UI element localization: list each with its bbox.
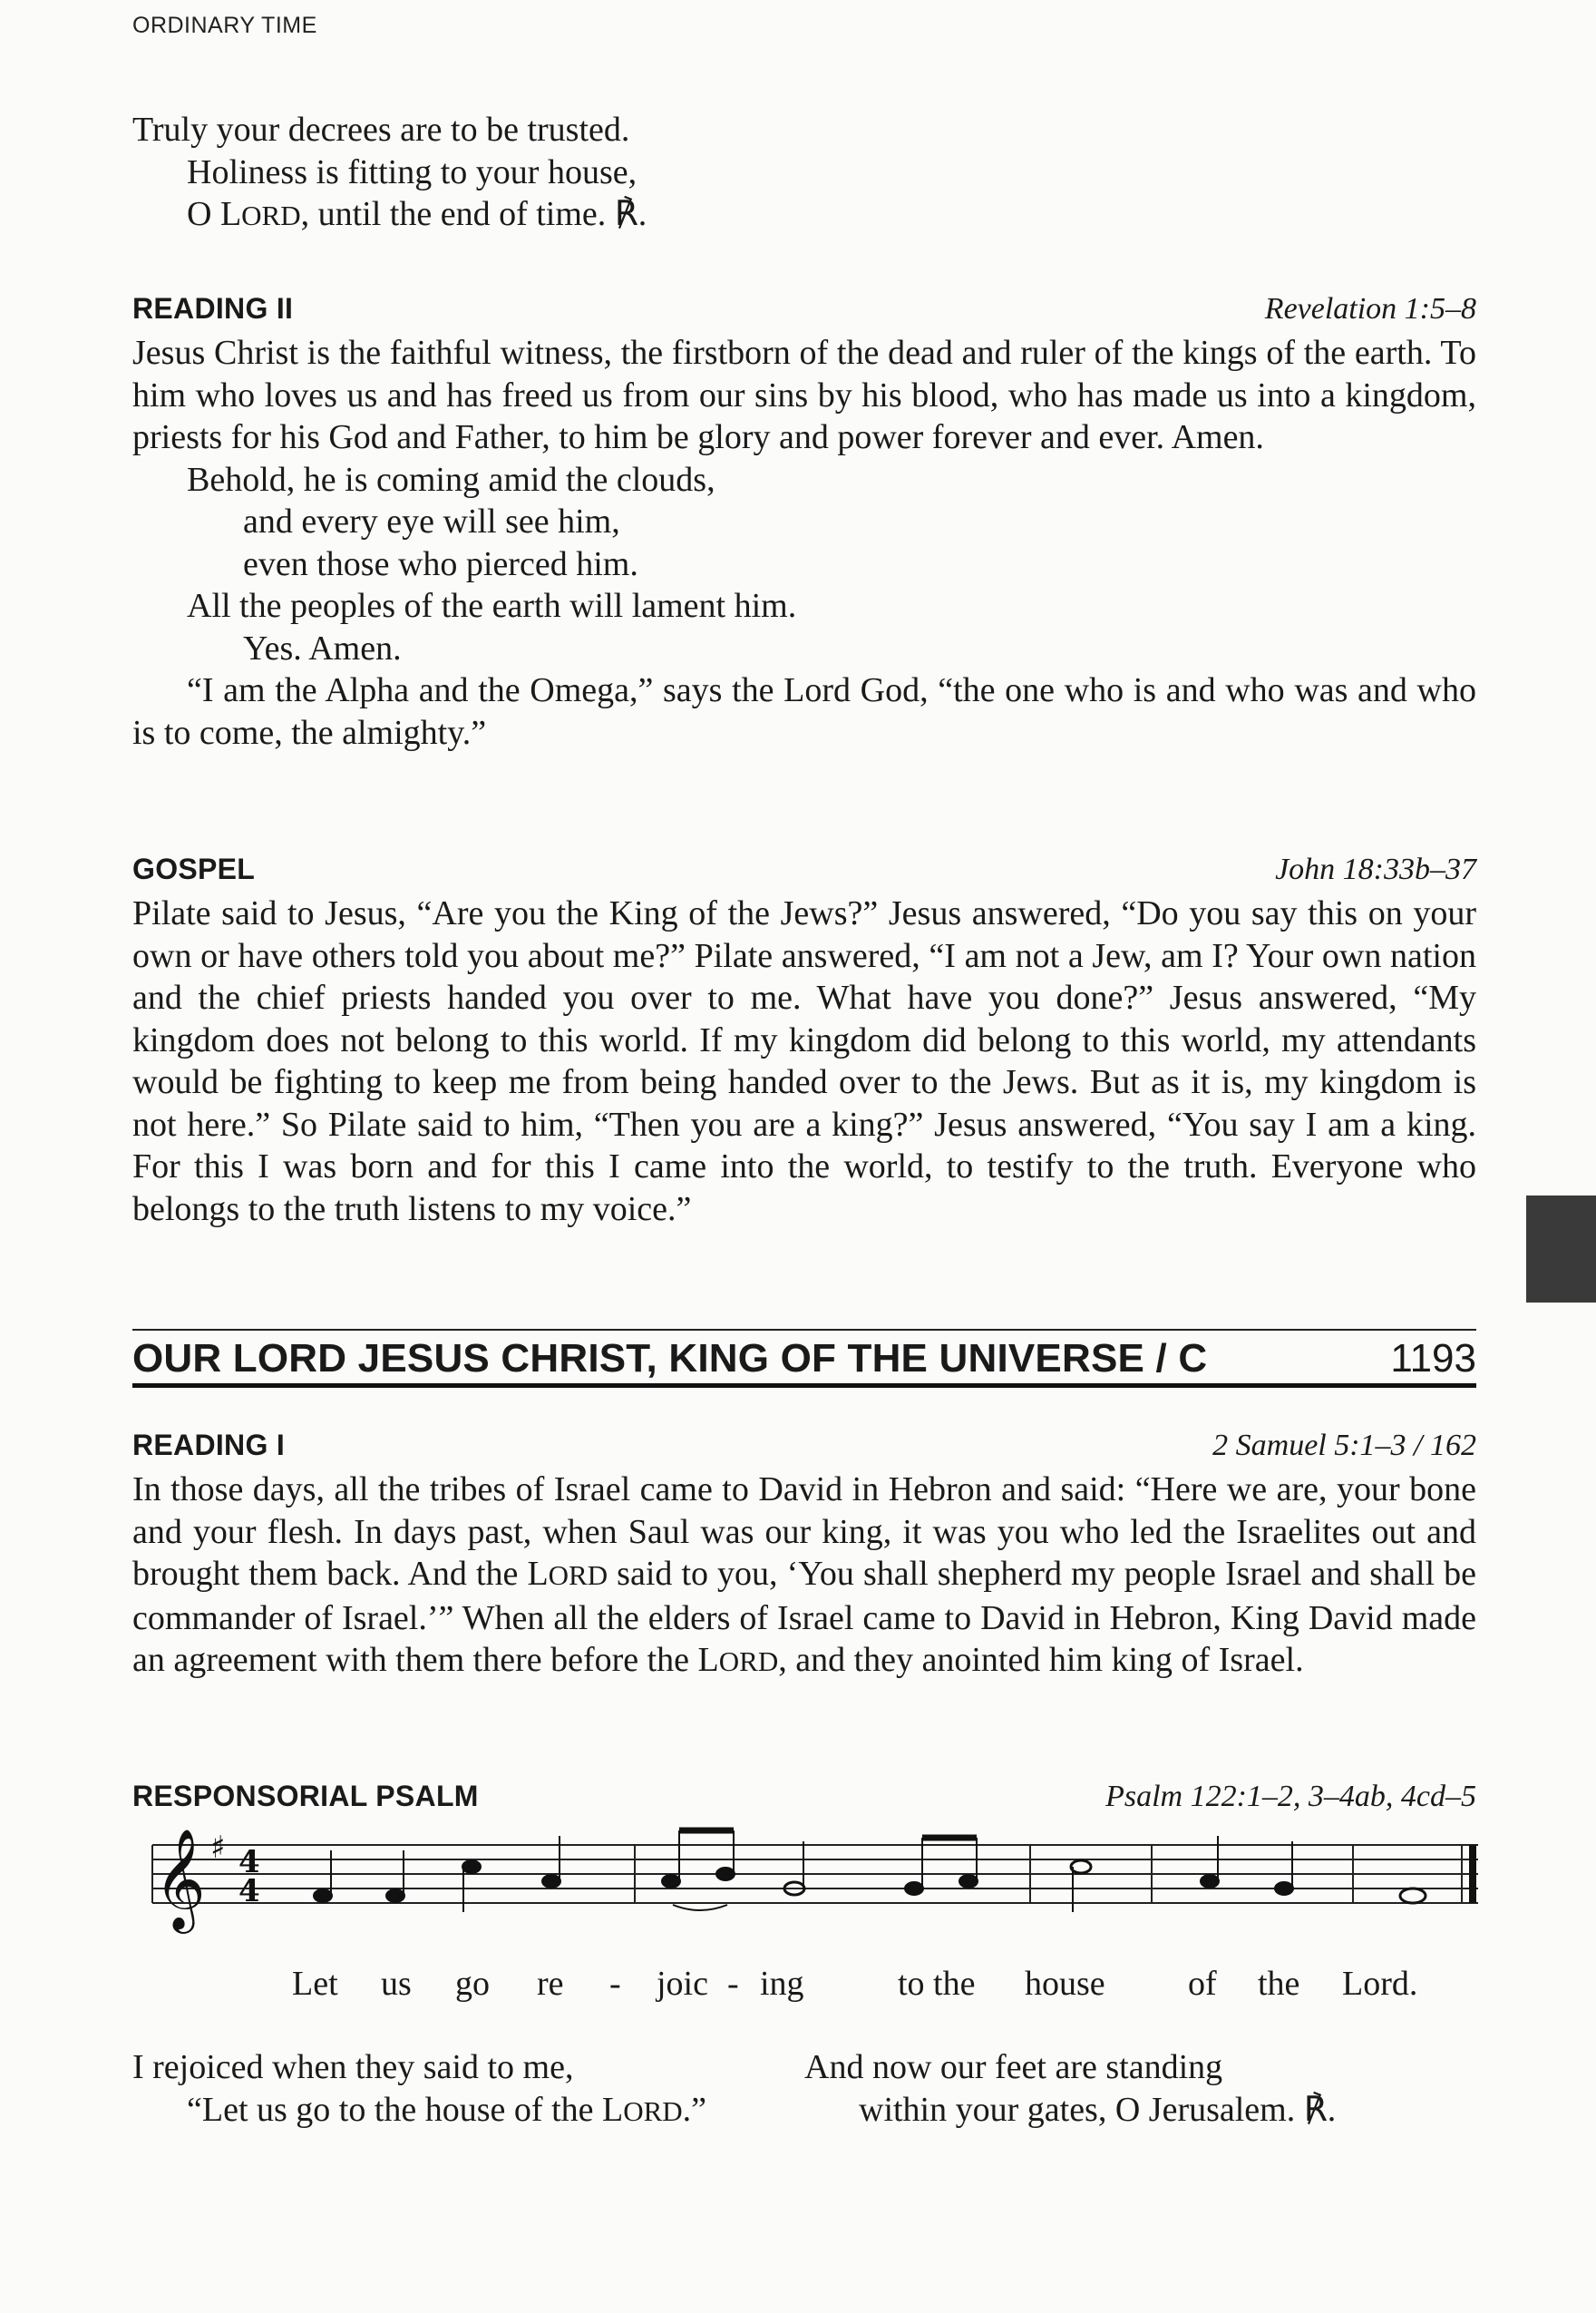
reading-1-text: In those days, all the tribes of Israel came to David in Hebron and said: “Here we are, your bone and your flesh. In days past, when Saul was our king, it was you who led the Israelites out and brought them back. And the LORD said to you, ‘You shall shepherd my people Israel and shall be commander of Israel.’” When all the elders of Israel came to David in Hebron, King David made an agreement with them there before the LORD, and they anointed him king of Israel. xyxy=(132,1470,1476,1679)
lyric: house xyxy=(1025,1965,1105,2003)
reading-2-citation: Revelation 1:5–8 xyxy=(1264,292,1476,326)
gospel-heading: GOSPEL xyxy=(132,853,256,885)
psalm-heading: RESPONSORIAL PSALM xyxy=(132,1780,479,1812)
note xyxy=(1400,1888,1426,1903)
reading-2-paragraph-1: Jesus Christ is the faithful witness, the firstborn of the dead and ruler of the kings of the earth. To him who loves us and has freed us from our sins by his blood, who has made us into a kingdom, priests for his God and Father, to him be glory and power forever and ever. Amen. xyxy=(132,334,1476,456)
lyric: go xyxy=(455,1965,490,2003)
lyric: re xyxy=(537,1965,564,2003)
reading-1-citation: 2 Samuel 5:1–3 / 162 xyxy=(1212,1429,1476,1462)
psalm-citation: Psalm 122:1–2, 3–4ab, 4cd–5 xyxy=(1105,1780,1476,1813)
reading-2-verse-4: All the peoples of the earth will lament him. xyxy=(187,587,797,625)
psalm-verses xyxy=(132,2046,1476,2132)
note xyxy=(716,1868,735,1880)
time-signature-top: 4 xyxy=(238,1844,260,1880)
lyric: Let xyxy=(292,1965,338,2003)
note xyxy=(1071,1860,1091,1873)
note xyxy=(959,1875,978,1888)
note xyxy=(1201,1875,1219,1888)
feast-title: OUR LORD JESUS CHRIST, KING OF THE UNIVERSE / C xyxy=(132,1336,1208,1381)
lyric: to the xyxy=(898,1965,976,2003)
note xyxy=(462,1860,481,1873)
lyric: joic xyxy=(657,1965,708,2003)
lyric: - xyxy=(727,1965,739,2003)
note xyxy=(905,1882,923,1895)
reading-2-verse-1: Behold, he is coming amid the clouds, xyxy=(187,460,715,499)
reading-2-verse-2: and every eye will see him, xyxy=(243,503,620,541)
psalm-ending-line-1: Truly your decrees are to be trusted. xyxy=(132,111,630,149)
gospel-text: Pilate said to Jesus, “Are you the King of the Jews?” Jesus answered, “Do you say this on your own or have others told you about me?” Pilate answered, “I am not a Jew, am I? Your own nation and the chief priests handed you over to me. What have you done?” Jesus answered, “My kingdom does not belong to this world. If my kingdom did belong to this world, my attendants would be fighting to keep me from being handed over to the Jews. But as it is, my kingdom is not here.” So Pilate said to him, “Then you are a king?” Jesus answered, “You say I am a king. For this I was born and for this I came into the world, to testify to the truth. Everyone who belongs to the truth listens to my voice.” xyxy=(132,894,1476,1228)
reading-1-heading: READING I xyxy=(132,1429,286,1461)
psalm-verse-line: And now our feet are standing xyxy=(804,2048,1223,2086)
psalm-verse-right xyxy=(804,2046,1476,2132)
time-signature-bottom: 4 xyxy=(238,1873,260,1909)
running-head: ORDINARY TIME xyxy=(132,13,317,38)
lyric: Lord. xyxy=(1342,1965,1418,2003)
sharp-icon: ♯ xyxy=(210,1830,226,1866)
feast-number: 1193 xyxy=(1390,1336,1476,1381)
gospel-citation: John 18:33b–37 xyxy=(1275,853,1476,886)
psalm-ending-line-3: O LORD, until the end of time. ℟. xyxy=(187,195,647,233)
treble-clef-icon: 𝄞 xyxy=(154,1828,206,1929)
reading-2-verse-3: even those who pierced him. xyxy=(243,544,638,583)
note xyxy=(386,1889,404,1902)
lyric: of xyxy=(1188,1965,1217,2003)
lyric: ing xyxy=(760,1965,804,2003)
note xyxy=(1275,1882,1293,1895)
note xyxy=(542,1875,560,1888)
lyric: us xyxy=(381,1965,412,2003)
psalm-verse-line: “Let us go to the house of the LORD.” xyxy=(187,2090,707,2129)
note xyxy=(662,1875,680,1888)
psalm-ending-line-2: Holiness is fitting to your house, xyxy=(187,152,637,191)
reading-2-verse-5: Yes. Amen. xyxy=(243,629,402,668)
lyric: - xyxy=(609,1965,621,2003)
reading-2-heading: READING II xyxy=(132,292,294,325)
note xyxy=(314,1889,332,1902)
psalm-verse-line: I rejoiced when they said to me, xyxy=(132,2048,574,2086)
lyric: the xyxy=(1258,1965,1300,2003)
psalm-verse-left xyxy=(132,2046,804,2132)
psalm-verse-line: within your gates, O Jerusalem. ℟. xyxy=(859,2090,1337,2129)
reading-2-paragraph-2: “I am the Alpha and the Omega,” says the Lord God, “the one who is and who was and who is to come, the almighty.” xyxy=(132,671,1476,752)
